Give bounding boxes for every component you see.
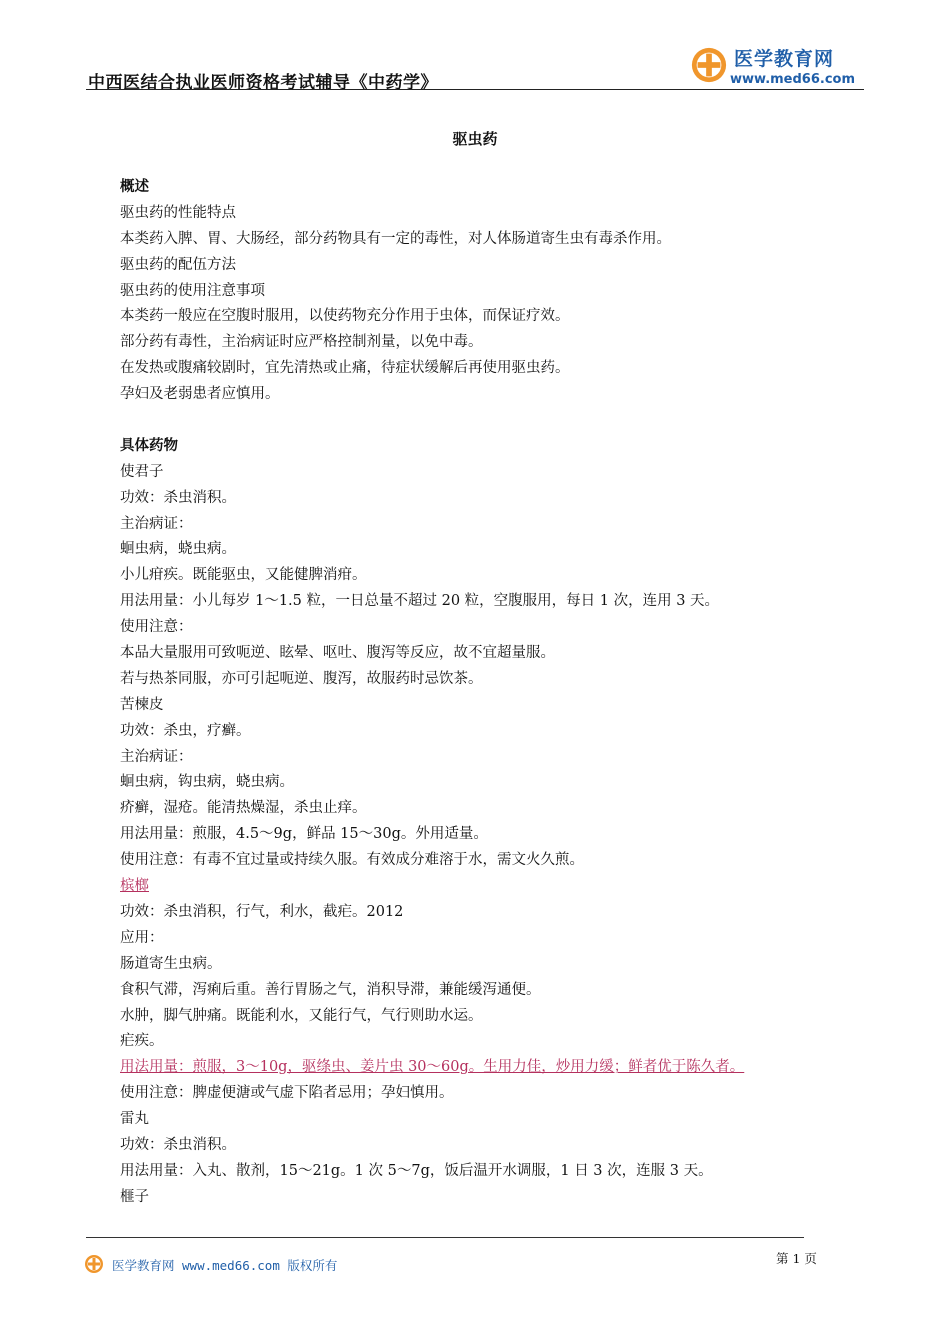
logo-site-url[interactable]: www.med66.com bbox=[730, 72, 856, 87]
text-line: 若与热茶同服，亦可引起呃逆、腹泻，故服药时忌饮茶。 bbox=[120, 670, 483, 687]
text-line: 主治病证： bbox=[120, 748, 193, 765]
document-body bbox=[120, 175, 840, 1211]
text-line: 蛔虫病，蛲虫病。 bbox=[120, 541, 236, 558]
page-title: 驱虫药 bbox=[452, 130, 498, 148]
text-line: 功效：杀虫，疗癣。 bbox=[120, 722, 251, 739]
logo-site-name: 医学教育网 bbox=[734, 48, 835, 70]
paragraph-gap bbox=[120, 408, 840, 434]
footer-copyright: 医学教育网 www.med66.com 版权所有 bbox=[112, 1258, 338, 1273]
document-header-title: 中西医结合执业医师资格考试辅导《中药学》 bbox=[88, 73, 438, 93]
drug-link-binlang[interactable]: 槟榔 bbox=[120, 878, 149, 895]
page-number: 第 1 页 bbox=[776, 1251, 817, 1266]
text-line: 用法用量：入丸、散剂，15～21g。1 次 5～7g，饭后温开水调服，1 日 3 次，连服 3 天。 bbox=[120, 1162, 713, 1179]
drug-name-kulianpi: 苦楝皮 bbox=[120, 696, 164, 713]
text-line: 在发热或腹痛较剧时，宜先清热或止痛，待症状缓解后再使用驱虫药。 bbox=[120, 360, 570, 377]
drug-name-feizi: 榧子 bbox=[120, 1188, 149, 1205]
text-line: 用法用量：煎服，4.5～9g，鲜品 15～30g。外用适量。 bbox=[120, 826, 488, 843]
text-line: 应用： bbox=[120, 929, 164, 946]
text-line: 功效：杀虫消积。 bbox=[120, 489, 236, 506]
text-line: 使用注意：有毒不宜过量或持续久服。有效成分难溶于水，需文火久煎。 bbox=[120, 852, 584, 869]
text-line: 主治病证： bbox=[120, 515, 193, 532]
text-line: 使用注意：脾虚便溏或气虚下陷者忌用；孕妇慎用。 bbox=[120, 1085, 454, 1102]
text-line: 用法用量：小儿每岁 1～1.5 粒，一日总量不超过 20 粒，空腹服用，每日 1 次，连用 3 天。 bbox=[120, 593, 720, 610]
text-line: 本类药一般应在空腹时服用，以使药物充分作用于虫体，而保证疗效。 bbox=[120, 308, 570, 325]
footer-divider bbox=[86, 1237, 804, 1238]
text-line: 使用注意： bbox=[120, 619, 193, 636]
drug-name-shijunzi: 使君子 bbox=[120, 463, 164, 480]
text-line: 功效：杀虫消积。 bbox=[120, 1136, 236, 1153]
text-line: 肠道寄生虫病。 bbox=[120, 955, 222, 972]
text-line: 孕妇及老弱患者应慎用。 bbox=[120, 386, 280, 403]
text-line: 疟疾。 bbox=[120, 1033, 164, 1050]
text-line: 部分药有毒性，主治病证时应严格控制剂量，以免中毒。 bbox=[120, 334, 483, 351]
text-line: 本类药入脾、胃、大肠经，部分药物具有一定的毒性，对人体肠道寄生虫有毒杀作用。 bbox=[120, 230, 671, 247]
text-line: 食积气滞，泻痢后重。善行胃肠之气，消积导滞，兼能缓泻通便。 bbox=[120, 981, 541, 998]
section-heading-drugs: 具体药物 bbox=[120, 437, 178, 454]
cross-circle-logo-icon bbox=[84, 1254, 104, 1274]
text-line: 蛔虫病，钩虫病，蛲虫病。 bbox=[120, 774, 294, 791]
text-line: 驱虫药的配伍方法 bbox=[120, 256, 236, 273]
site-logo[interactable] bbox=[690, 42, 870, 92]
text-line: 疥癣，湿疮。能清热燥湿，杀虫止痒。 bbox=[120, 800, 367, 817]
text-line: 小儿疳疾。既能驱虫，又能健脾消疳。 bbox=[120, 567, 367, 584]
text-line: 驱虫药的性能特点 bbox=[120, 204, 236, 221]
highlighted-dosage-link[interactable]: 用法用量：煎服，3～10g，驱绦虫、姜片虫 30～60g。生用力佳，炒用力缓；鲜者优于陈久者。 bbox=[120, 1059, 745, 1076]
text-line: 本品大量服用可致呃逆、眩晕、呕吐、腹泻等反应，故不宜超量服。 bbox=[120, 645, 555, 662]
cross-circle-logo-icon bbox=[690, 46, 728, 84]
section-heading-overview: 概述 bbox=[120, 179, 149, 195]
drug-name-leiwan: 雷丸 bbox=[120, 1111, 149, 1128]
text-line: 驱虫药的使用注意事项 bbox=[120, 282, 265, 299]
text-line: 功效：杀虫消积，行气，利水，截疟。2012 bbox=[120, 903, 404, 920]
text-line: 水肿，脚气肿痛。既能利水，又能行气，气行则助水运。 bbox=[120, 1007, 483, 1024]
